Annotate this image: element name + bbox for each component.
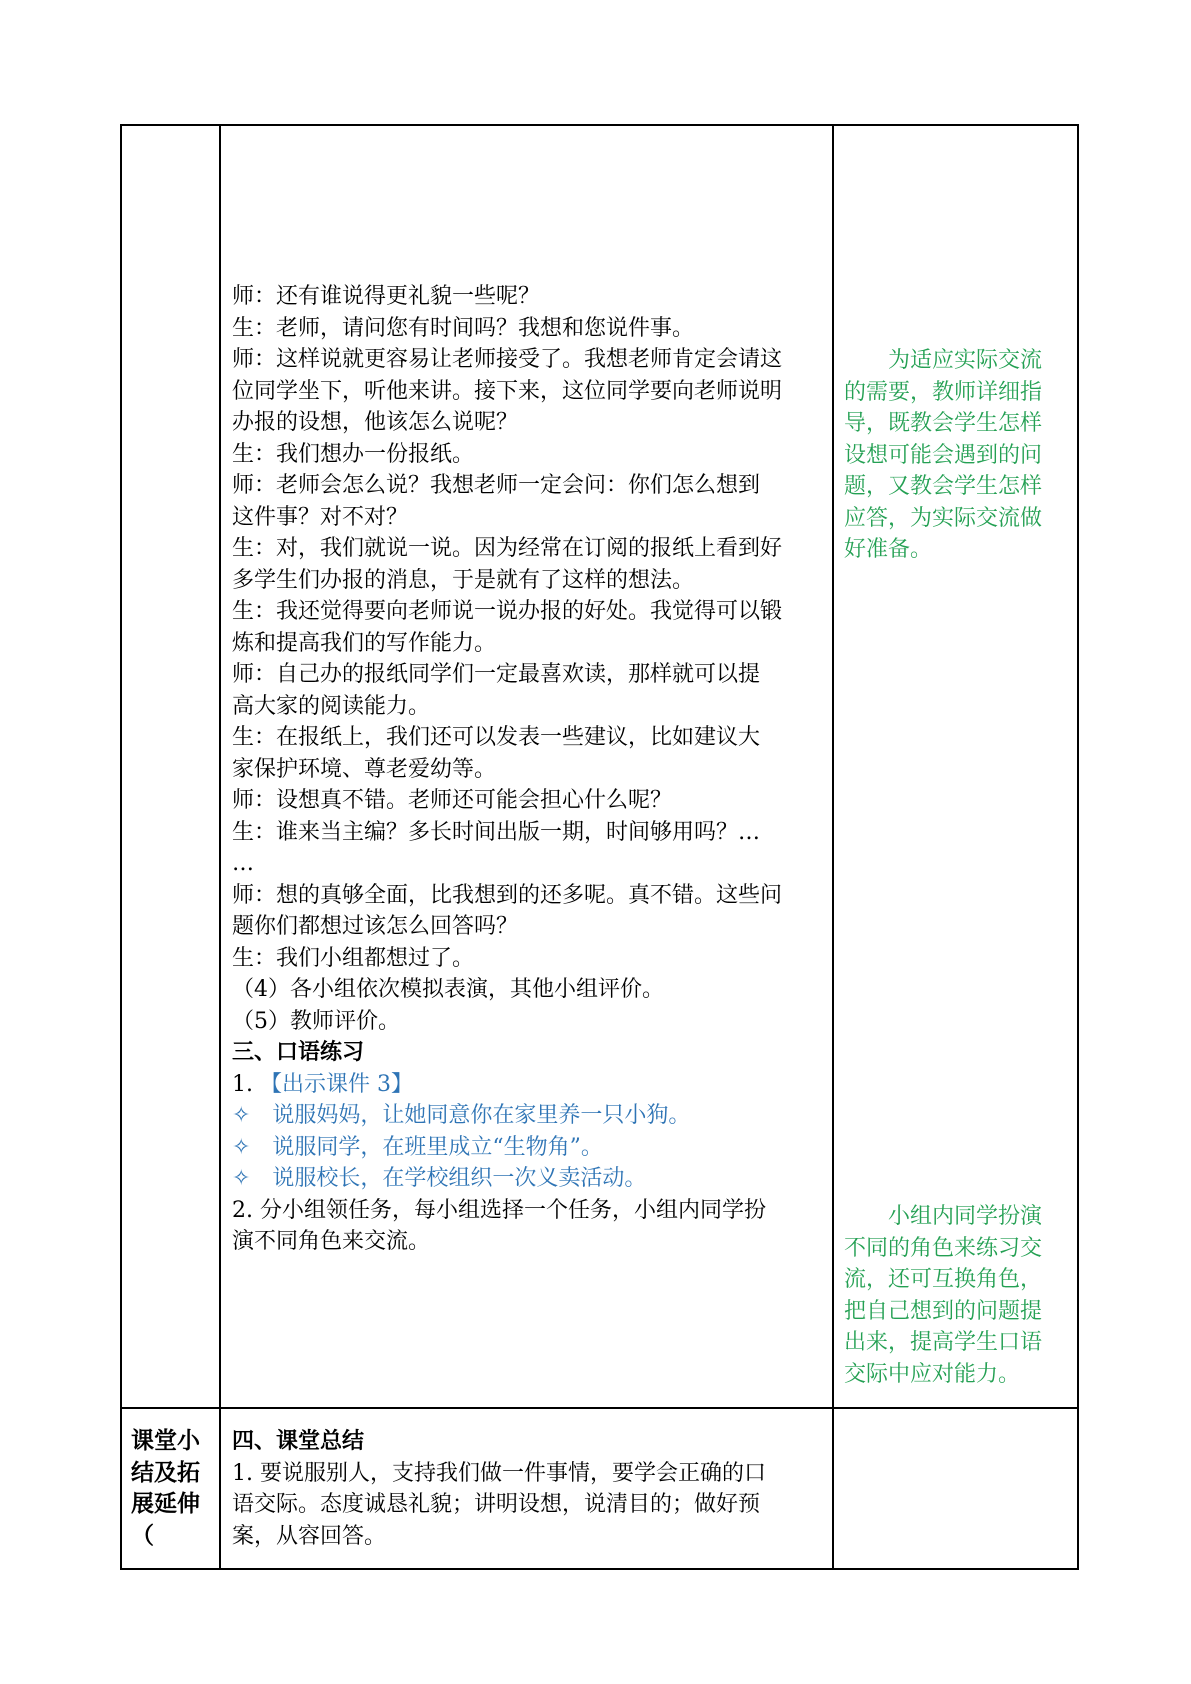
dialogue-line: 生：对，我们就说一说。因为经常在订阅的报纸上看到好 xyxy=(232,536,783,561)
summary-line: 语交际。态度诚恳礼貌；讲明设想，说清目的；做好预 xyxy=(232,1492,761,1517)
note-line: 把自己想到的问题提 xyxy=(844,1298,1043,1324)
courseware-link[interactable]: 【出示课件 3】 xyxy=(259,1071,413,1097)
table-left-border xyxy=(120,124,122,1570)
section-3-item-2: 2. 分小组领任务，每小组选择一个任务，小组内同学扮 xyxy=(232,1197,766,1223)
dialogue-line: 师：老师会怎么说？我想老师一定会问：你们怎么想到 xyxy=(232,473,761,498)
row-label-line: 结及拓 xyxy=(131,1458,200,1486)
note-line: 不同的角色来练习交 xyxy=(844,1235,1043,1261)
dialogue-line: （5）教师评价。 xyxy=(232,1008,400,1034)
dialogue-line: 高大家的阅读能力。 xyxy=(232,693,431,719)
dialogue-line: 炼和提高我们的写作能力。 xyxy=(232,630,497,656)
dialogue-block xyxy=(232,281,832,1258)
dialogue-line: 题你们都想过该怎么回答吗？ xyxy=(232,914,519,939)
section-3-title: 三、口语练习 xyxy=(232,1039,365,1065)
dialogue-line: （4）各小组依次模拟表演，其他小组评价。 xyxy=(232,977,664,1002)
summary-block xyxy=(232,1426,832,1552)
dialogue-line: 师：想的真够全面，比我想到的还多呢。真不错。这些问 xyxy=(232,882,783,908)
design-note-2 xyxy=(844,1201,1078,1390)
note-line: 为适应实际交流 xyxy=(844,348,1043,373)
note-line: 小组内同学扮演 xyxy=(844,1204,1043,1229)
summary-line: 1. 要说服别人，支持我们做一件事情，要学会正确的口 xyxy=(232,1460,766,1486)
task-item: ✧ 说服同学，在班里成立“生物角”。 xyxy=(232,1134,603,1160)
dialogue-line: 生：谁来当主编？多长时间出版一期，时间够用吗？… xyxy=(232,819,761,845)
dialogue-line: 师：这样说就更容易让老师接受了。我想老师肯定会请这 xyxy=(232,347,783,372)
dialogue-line: 师：还有谁说得更礼貌一些呢？ xyxy=(232,284,541,309)
column-divider-2 xyxy=(832,124,834,1570)
dialogue-line: 生：在报纸上，我们还可以发表一些建议，比如建议大 xyxy=(232,725,761,750)
dialogue-line: 多学生们办报的消息，于是就有了这样的想法。 xyxy=(232,567,695,593)
note-line: 交际中应对能力。 xyxy=(844,1361,1021,1387)
table-bottom-border xyxy=(120,1568,1079,1570)
note-line: 流，还可互换角色， xyxy=(844,1267,1043,1292)
dialogue-line: 生：我还觉得要向老师说一说办报的好处。我觉得可以锻 xyxy=(232,599,783,624)
note-line: 设想可能会遇到的问 xyxy=(844,442,1043,468)
note-line: 应答，为实际交流做 xyxy=(844,505,1043,531)
item-1-prefix: 1. xyxy=(232,1071,260,1097)
design-note-1 xyxy=(844,345,1078,566)
row-label xyxy=(131,1425,211,1551)
section-3-item-2: 演不同角色来交流。 xyxy=(232,1229,431,1254)
dialogue-line: 办报的设想，他该怎么说呢？ xyxy=(232,410,519,435)
row-label-line: 展延伸 xyxy=(131,1490,200,1517)
dialogue-line: 生：老师，请问您有时间吗？我想和您说件事。 xyxy=(232,315,695,341)
row-divider xyxy=(120,1407,1079,1409)
dialogue-line: 生：我们想办一份报纸。 xyxy=(232,441,475,467)
note-line: 的需要，教师详细指 xyxy=(844,379,1043,405)
dialogue-line: 师：自己办的报纸同学们一定最喜欢读，那样就可以提 xyxy=(232,662,761,687)
task-item: ✧ 说服妈妈，让她同意你在家里养一只小狗。 xyxy=(232,1103,691,1128)
dialogue-line: 生：我们小组都想过了。 xyxy=(232,945,475,971)
note-line: 好准备。 xyxy=(844,537,933,562)
dialogue-line: 师：设想真不错。老师还可能会担心什么呢？ xyxy=(232,788,673,813)
dialogue-line: … xyxy=(232,851,254,876)
note-line: 出来，提高学生口语 xyxy=(844,1330,1043,1355)
note-line: 导，既教会学生怎样 xyxy=(844,411,1043,436)
section-4-title: 四、课堂总结 xyxy=(232,1428,365,1454)
note-line: 题，又教会学生怎样 xyxy=(844,474,1043,499)
dialogue-line: 家保护环境、尊老爱幼等。 xyxy=(232,756,497,782)
dialogue-line: 位同学坐下，听他来讲。接下来，这位同学要向老师说明 xyxy=(232,378,783,404)
table-top-border xyxy=(120,124,1079,126)
section-3-item-1 xyxy=(232,1069,832,1101)
summary-line: 案，从容回答。 xyxy=(232,1523,387,1549)
task-item: ✧ 说服校长，在学校组织一次义卖活动。 xyxy=(232,1166,647,1191)
dialogue-line: 这件事？对不对？ xyxy=(232,504,409,530)
row-label-line: （ xyxy=(131,1521,154,1549)
column-divider-1 xyxy=(219,124,221,1570)
row-label-line: 课堂小 xyxy=(131,1427,200,1454)
